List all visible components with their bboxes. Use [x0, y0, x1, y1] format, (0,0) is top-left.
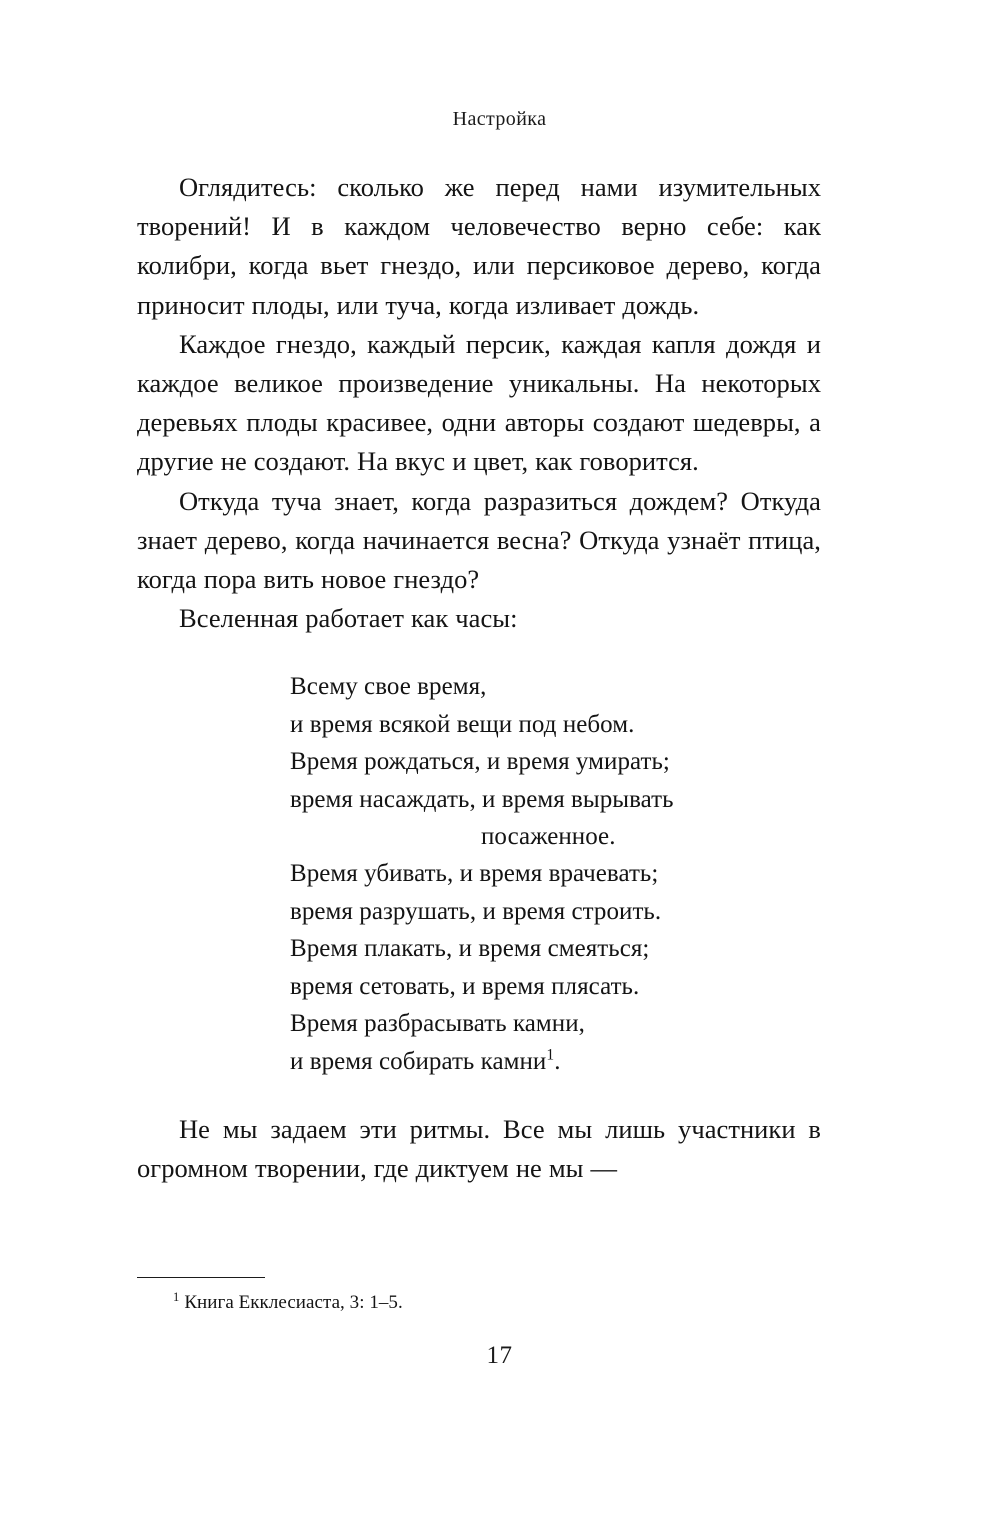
text-column [137, 168, 821, 1188]
body-paragraph-3: Откуда туча знает, когда разразиться дождем? Откуда знает дерево, когда начинается весна? Откуда узнаёт птица, когда пора вить новое гнездо? [137, 485, 821, 595]
verse-line: время разрушать, и время строить. [290, 897, 662, 925]
footnote-citation-text: Книга Екклесиаста, 3: 1–5. [184, 1292, 403, 1313]
verse-line: Время плакать, и время смеяться; [290, 935, 650, 963]
body-paragraph-1: Оглядитесь: сколько же перед нами изумительных творений! И в каждом человечество верно себе: как колибри, когда вьет гнездо, или персиковое дерево, когда приносит плоды, или туча, когда изливает дождь. [137, 172, 821, 320]
footnote-entry [137, 1290, 821, 1316]
verse-line: Время убивать, и время врачевать; [290, 860, 659, 888]
footnote-reference-marker[interactable]: 1 [546, 1046, 555, 1064]
verse-line: Всему свое время, [290, 673, 487, 701]
footnote-area [137, 1277, 821, 1316]
page-number: 17 [486, 1342, 513, 1369]
verse-line: время насаждать, и время вырывать [290, 785, 674, 813]
verse-line: и время всякой вещи под небом. [290, 710, 635, 738]
running-head: Настройка [452, 108, 547, 130]
footnote-separator-rule [137, 1277, 265, 1278]
body-paragraph-4: Вселенная работает как часы: [179, 603, 518, 634]
footnote-marker: 1 [173, 1289, 180, 1304]
verse-line: время сетовать, и время плясать. [290, 972, 640, 1000]
verse-line-with-footnote [290, 1043, 781, 1080]
verse-line: Время разбрасывать камни, [290, 1010, 585, 1038]
verse-line-text: и время собирать камни [290, 1047, 547, 1075]
verse-line-tail: . [554, 1047, 561, 1075]
body-paragraph-closing: Не мы задаем эти ритмы. Все мы лишь участники в огромном творении, где диктуем не мы — [137, 1113, 821, 1184]
verse-quote-block [177, 668, 781, 1079]
verse-line-hanging: посаженное. [481, 823, 616, 851]
verse-line: Время рождаться, и время умирать; [290, 748, 670, 776]
body-paragraph-2: Каждое гнездо, каждый персик, каждая капля дождя и каждое великое произведение уникальны. На некоторых деревьях плоды красивее, одни авторы создают шедевры, а другие не создают. На вкус и цвет, как говорится. [137, 328, 821, 477]
